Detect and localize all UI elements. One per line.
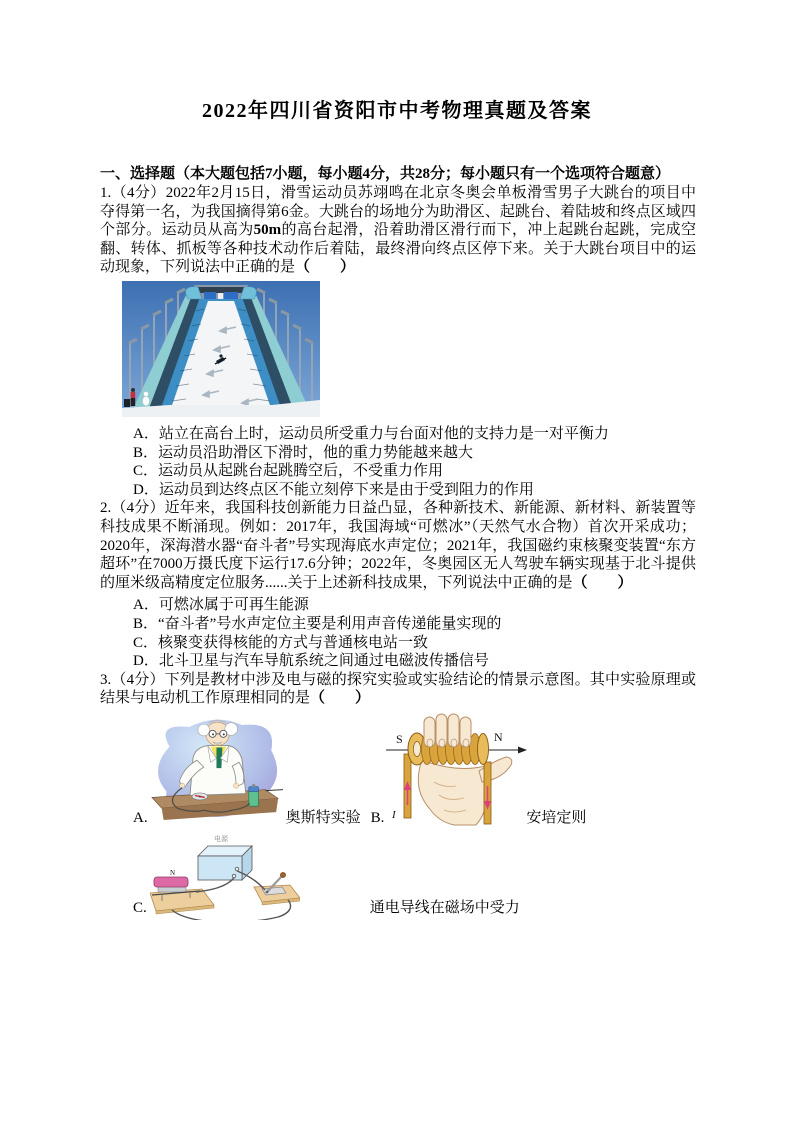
q1-text-1: 1.（4分）2022年2月15日，滑雪运动员苏翊鸣在北京冬奥会单板滑雪男子大跳台的项目中夺得第一名，为我国摘得第6金。大跳台的场地分为助滑区、起跳台、着陆坡和终点区域四个部分。运动员从高为 xyxy=(100,185,696,239)
switch-handle xyxy=(280,872,285,877)
question-3-stem xyxy=(100,671,696,708)
q3-figure-a-letter: A. xyxy=(133,810,148,827)
wire-in-magnetic-field-figure xyxy=(150,832,300,920)
power-supply-box xyxy=(198,846,252,880)
q1-option-d: D．运动员到达终点区不能立刻停下来是由于受到阻力的作用 xyxy=(133,481,534,498)
question-2-stem xyxy=(100,499,696,592)
hand-palm xyxy=(419,757,513,825)
document-body xyxy=(100,165,696,920)
q2-option-b: B．“奋斗者”号水声定位主要是利用声音传递能量实现的 xyxy=(133,615,502,632)
battery xyxy=(248,784,258,806)
q3-figure-c-letter: C. xyxy=(133,900,147,917)
oersted-experiment-figure xyxy=(148,715,283,830)
q3-figure-b-letter: B. xyxy=(370,810,385,827)
q1-text-2: 的高台起滑，沿着助滑区滑行而下，冲上起跳台起跳，完成空翻、转体、抓板等各种技术动作后着陆，最终滑向终点区停下来。关于大跳台项目中的运动现象，下列说法中正确的是 xyxy=(100,222,696,276)
question-2-options xyxy=(100,596,696,670)
q1-option-c: C．运动员从起跳台起跳腾空后，不受重力作用 xyxy=(133,463,444,480)
q3-figure-b-caption: 安培定则 xyxy=(526,810,587,827)
q1-option-b: B．运动员沿助滑区下滑时，他的重力势能越来越大 xyxy=(133,444,474,461)
q1-option-a: A．站立在高台上时，运动员所受重力与台面对他的支持力是一对平衡力 xyxy=(133,425,609,442)
current-label: I xyxy=(392,808,397,821)
axis-arrowhead xyxy=(518,746,527,753)
south-pole-label: S xyxy=(396,731,404,746)
north-pole-label: N xyxy=(494,729,504,744)
switch-board xyxy=(254,872,300,905)
top-banner-right xyxy=(224,292,238,299)
q1-height-value: 50m xyxy=(253,222,282,239)
page-title: 2022年四川省资阳市中考物理真题及答案 xyxy=(202,100,592,122)
ski-jump-photo-svg xyxy=(122,281,320,417)
q3-figure-a-caption: 奥斯特实验 xyxy=(285,810,361,827)
q3-answer-bracket: （ ） xyxy=(310,690,371,707)
q3-text: 3.（4分）下列是教材中涉及电与磁的探究实验或实验结论的情景示意图。其中实验原理或结果与电动机工作原理相同的是 xyxy=(100,671,696,707)
top-banner-left xyxy=(204,292,216,299)
question-1-options xyxy=(100,425,696,499)
question-1-stem xyxy=(100,184,696,277)
q2-option-a: A．可燃冰属于可再生能源 xyxy=(133,597,309,614)
q1-answer-bracket: （ ） xyxy=(295,259,356,276)
ski-jump-photo xyxy=(122,281,320,417)
q2-option-c: C．核聚变获得核能的方式与普通核电站一致 xyxy=(133,634,429,651)
ampere-rule-figure xyxy=(384,710,530,830)
compass xyxy=(192,793,208,800)
top-banner-gap xyxy=(218,293,223,299)
q2-text: 2.（4分）近年来，我国科技创新能力日益凸显，各种新技术、新能源、新材料、新装置等科技成果不断涌现。例如：2017年，我国海域“可燃冰”（天然气水合物）首次开采成功；2020年，深海潜水器“奋斗者”号实现海底水声定位；2021年，我国磁约束核聚变装置“东方超环”在7000万摄氏度下运行17.6分钟；2022年，冬奥园区无人驾驶车辆实现基于北斗提供的厘米级高精度定位服务......关于上述新科技成果，下列说法中正确的是 xyxy=(100,500,696,591)
q2-option-d: D．北斗卫星与汽车导航系统之间通过电磁波传播信号 xyxy=(133,653,489,670)
q3-figure-row-ab xyxy=(100,710,696,830)
q3-figure-row-c xyxy=(100,832,696,920)
q3-figure-c-caption: 通电导线在磁场中受力 xyxy=(369,900,520,917)
section-heading: 一、选择题（本大题包括7小题，每小题4分，共28分；每小题只有一个选项符合题意） xyxy=(100,166,671,182)
power-supply-label: 电源 xyxy=(213,834,228,843)
q2-answer-bracket: （ ） xyxy=(572,574,633,591)
magnet-pole-label: N xyxy=(169,868,175,877)
